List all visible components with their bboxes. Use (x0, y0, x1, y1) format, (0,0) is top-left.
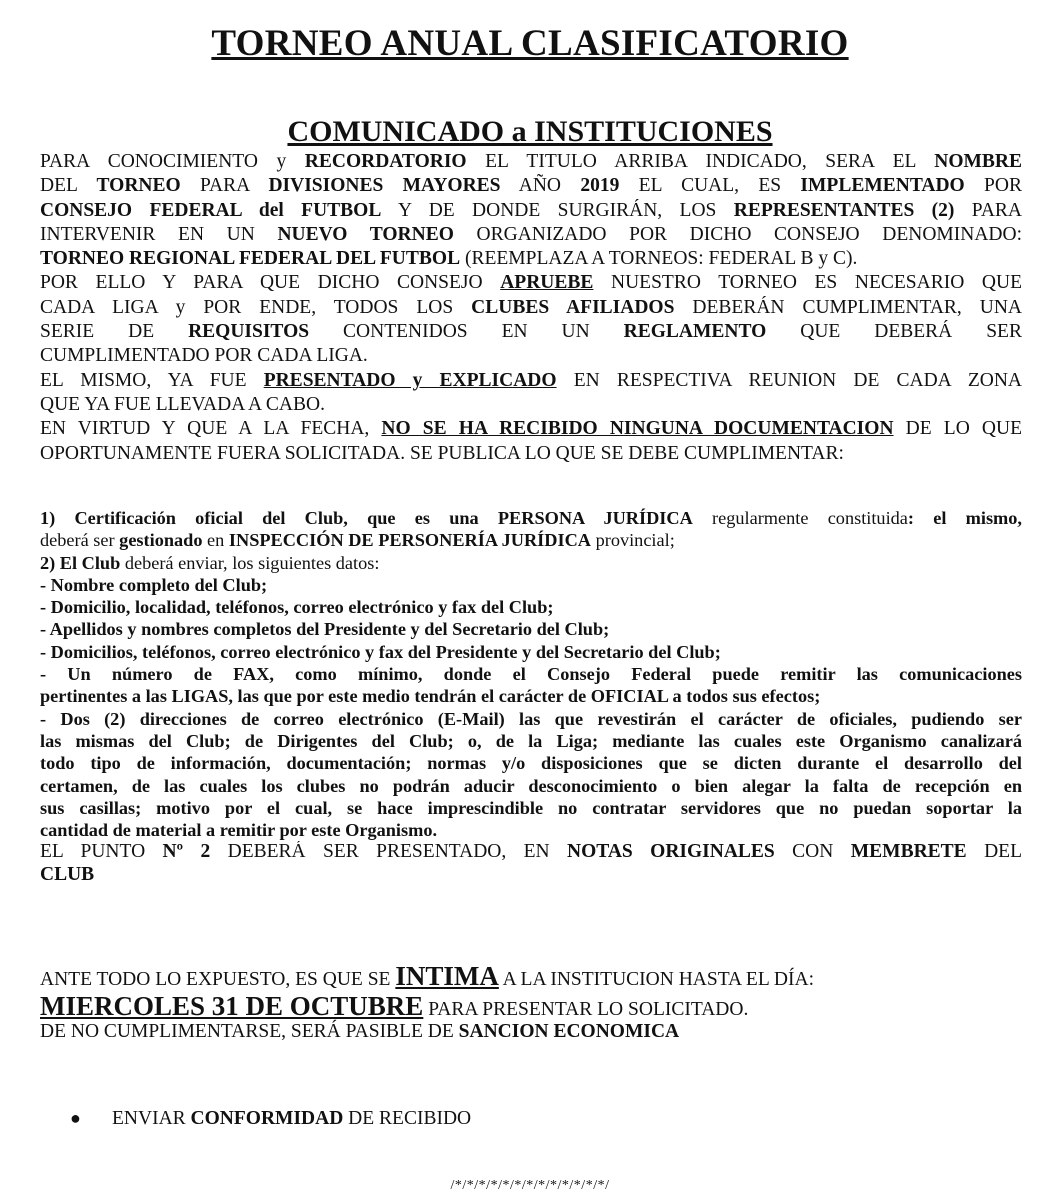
intro-line: SERIE DE REQUISITOS CONTENIDOS EN UN REGLAMENTO QUE DEBERÁ SER (40, 321, 1022, 343)
requirement-line: EL PUNTO Nº 2 DEBERÁ SER PRESENTADO, EN NOTAS ORIGINALES CON MEMBRETE DEL (40, 841, 1022, 863)
requirement-item: - Apellidos y nombres completos del Presidente y del Secretario del Club; (40, 619, 610, 640)
deadline-line: MIERCOLES 31 DE OCTUBRE PARA PRESENTAR LO SOLICITADO. (40, 991, 749, 1021)
document-title: TORNEO ANUAL CLASIFICATORIO (211, 23, 849, 64)
intro-line: CONSEJO FEDERAL del FUTBOL Y DE DONDE SURGIRÁN, LOS REPRESENTANTES (2) PARA (40, 199, 1022, 221)
deadline-section (40, 963, 1022, 1045)
intro-line: TORNEO REGIONAL FEDERAL DEL FUTBOL (REEMPLAZA A TORNEOS: FEDERAL B y C). (40, 248, 858, 270)
bullet-item: ● ENVIAR CONFORMIDAD DE RECIBIDO (70, 1105, 471, 1132)
requirement-line: 2) El Club deberá enviar, los siguientes datos: (40, 552, 380, 573)
deadline-date: MIERCOLES 31 DE OCTUBRE (40, 991, 424, 1021)
requirement-item: las mismas del Club; de Dirigentes del Club; o, de la Liga; mediante las cuales este Organismo canalizará (40, 730, 1022, 751)
intro-line: DEL TORNEO PARA DIVISIONES MAYORES AÑO 2019 EL CUAL, ES IMPLEMENTADO POR (40, 175, 1022, 197)
requirement-line: 1) Certificación oficial del Club, que es una PERSONA JURÍDICA regularmente constituida: el mismo, (40, 508, 1022, 528)
requirement-item: todo tipo de información, documentación; normas y/o disposiciones que se dicten durante el desarrollo del (40, 753, 1022, 774)
requirement-line: CLUB (40, 863, 95, 885)
intro-line: POR ELLO Y PARA QUE DICHO CONSEJO APRUEBE NUESTRO TORNEO ES NECESARIO QUE (40, 272, 1022, 294)
bullet-dot-icon: ● (70, 1108, 81, 1128)
requirement-item: certamen, de las cuales los clubes no podrán aducir desconocimiento o bien alegar la falta de recepción en (40, 775, 1022, 796)
document-subtitle: COMUNICADO a INSTITUCIONES (287, 115, 773, 148)
intro-line: EL MISMO, YA FUE PRESENTADO y EXPLICADO EN RESPECTIVA REUNION DE CADA ZONA (40, 369, 1022, 391)
deadline-line: DE NO CUMPLIMENTARSE, SERÁ PASIBLE DE SANCION ECONOMICA (40, 1021, 680, 1042)
requirement-item: - Nombre completo del Club; (40, 574, 268, 595)
requirement-item: pertinentes a las LIGAS, las que por este medio tendrán el carácter de OFICIAL a todos sus efectos; (40, 686, 821, 707)
intro-line: CUMPLIMENTADO POR CADA LIGA. (40, 345, 368, 367)
intro-line: QUE YA FUE LLEVADA A CABO. (40, 393, 325, 415)
intro-line: EN VIRTUD Y QUE A LA FECHA, NO SE HA RECIBIDO NINGUNA DOCUMENTACION DE LO QUE (40, 418, 1022, 440)
requirement-item: - Domicilio, localidad, teléfonos, correo electrónico y fax del Club; (40, 597, 554, 618)
requirement-line: deberá ser gestionado en INSPECCIÓN DE PERSONERÍA JURÍDICA provincial; (40, 530, 675, 551)
deadline-line: ANTE TODO LO EXPUESTO, ES QUE SE INTIMA A LA INSTITUCION HASTA EL DÍA: (40, 961, 814, 991)
footer-separator: /*/*/*/*/*/*/*/*/*/*/*/*/*/ (450, 1178, 610, 1193)
intima-word: INTIMA (395, 961, 499, 991)
intro-line: INTERVENIR EN UN NUEVO TORNEO ORGANIZADO POR DICHO CONSEJO DENOMINADO: (40, 223, 1022, 245)
requirement-item: - Un número de FAX, como mínimo, donde el Consejo Federal puede remitir las comunicaciones (40, 664, 1022, 685)
requirements-list (40, 507, 1022, 886)
requirement-item: - Domicilios, teléfonos, correo electrónico y fax del Presidente y del Secretario del Club; (40, 641, 721, 662)
intro-paragraph (40, 150, 1022, 466)
requirement-item: - Dos (2) direcciones de correo electrónico (E-Mail) las que revestirán el carácter de oficiales, pudiendo ser (40, 708, 1022, 729)
intro-line: PARA CONOCIMIENTO y RECORDATORIO EL TITULO ARRIBA INDICADO, SERA EL NOMBRE (40, 151, 1022, 172)
intro-line: CADA LIGA y POR ENDE, TODOS LOS CLUBES AFILIADOS DEBERÁN CUMPLIMENTAR, UNA (40, 296, 1022, 318)
requirement-item: cantidad de material a remitir por este Organismo. (40, 820, 438, 841)
intro-line: OPORTUNAMENTE FUERA SOLICITADA. SE PUBLICA LO QUE SE DEBE CUMPLIMENTAR: (40, 442, 844, 464)
requirement-item: sus casillas; motivo por el cual, se hace imprescindible no contratar servidores que no puedan soportar la (40, 797, 1022, 818)
